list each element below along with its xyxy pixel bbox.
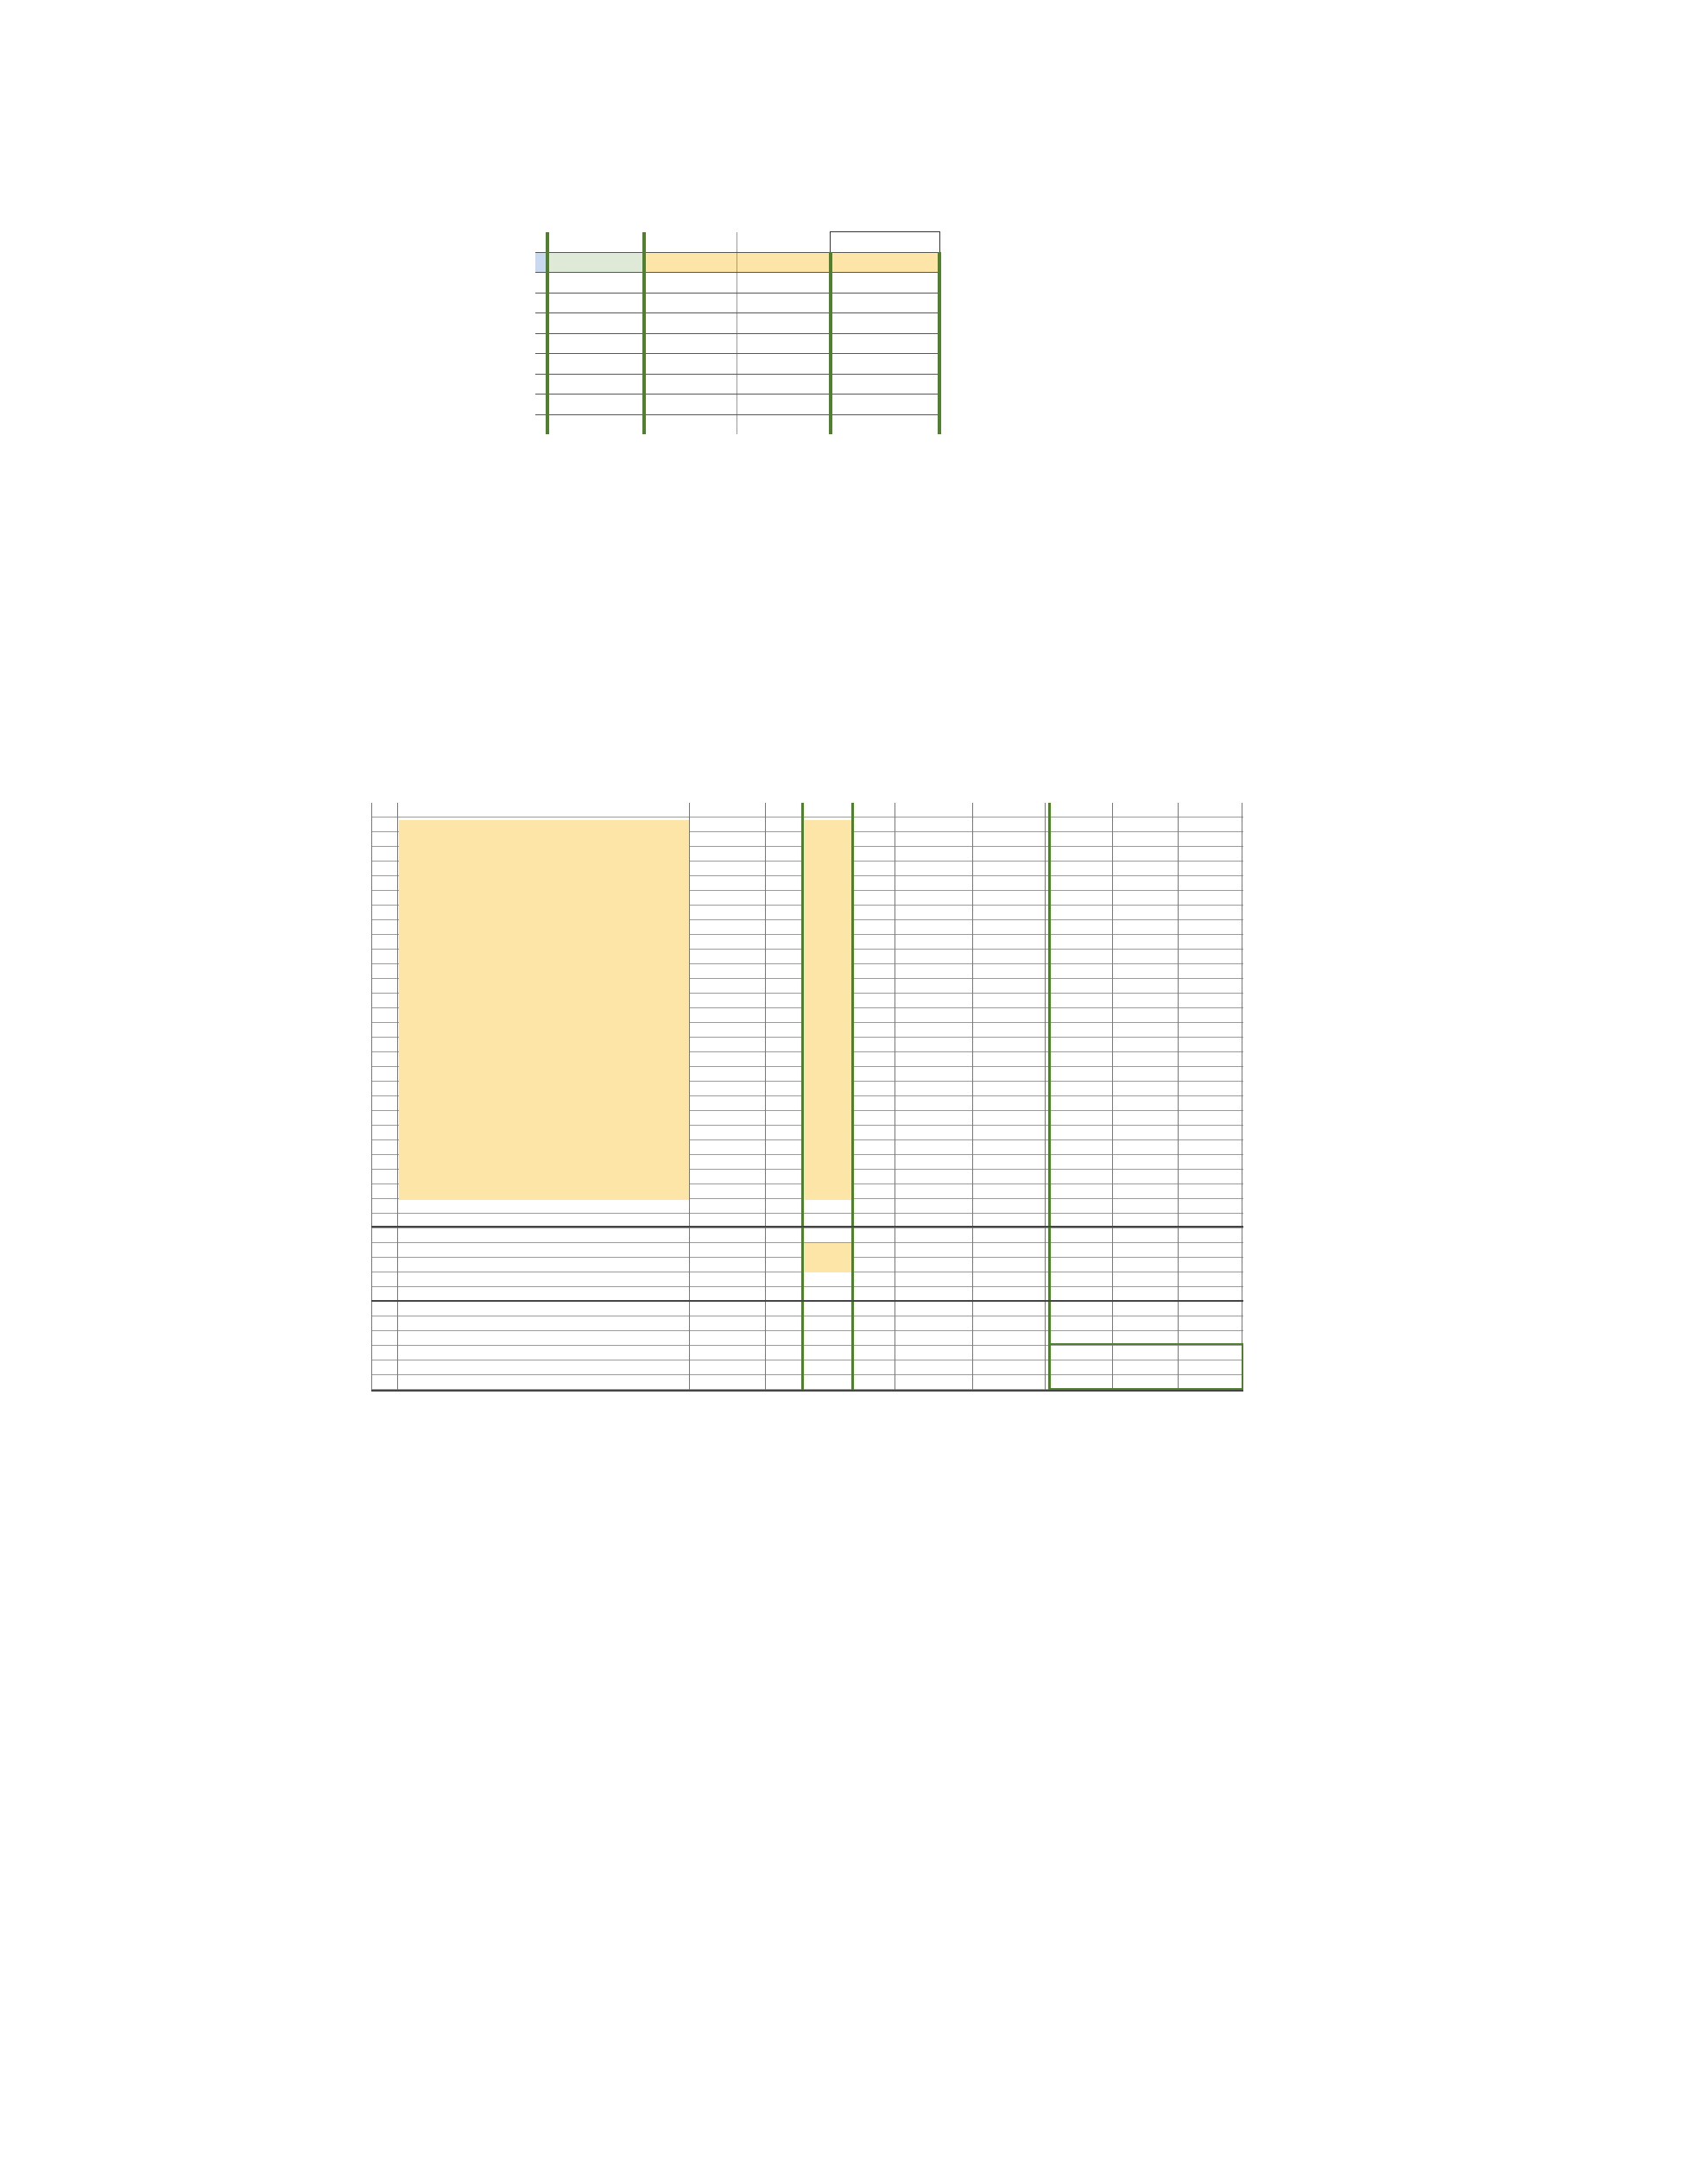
date-value	[831, 232, 939, 253]
gridline	[1178, 803, 1179, 1390]
gridline	[972, 803, 973, 1390]
recipe-spreadsheet	[535, 231, 941, 620]
section-divider	[371, 1300, 1243, 1302]
batch-subtotal-oz	[831, 374, 939, 395]
gridline-green	[851, 803, 854, 1390]
section-divider	[371, 1226, 1243, 1228]
gridline	[1112, 803, 1113, 1390]
gridline-green	[1048, 803, 1051, 1390]
gridline-green	[801, 803, 804, 1390]
header-cost-per-recipe	[547, 273, 644, 294]
header-oz-per-recipe	[831, 273, 939, 294]
production-label	[644, 252, 737, 273]
package-minutes-highlight	[803, 1243, 851, 1272]
batch-subtotal-units	[737, 374, 831, 395]
task-area-highlight	[399, 820, 689, 1200]
gridline	[689, 803, 690, 1390]
batch-subtotal-label	[644, 374, 737, 395]
baking-steps-spreadsheet	[371, 803, 1243, 1392]
gridline	[765, 803, 766, 1390]
gridline	[1045, 803, 1046, 1390]
totals-box	[1048, 1343, 1243, 1390]
per-cookie-cost	[547, 395, 644, 415]
gridline	[397, 803, 398, 1390]
batch-subtotal-cost	[547, 374, 644, 395]
date-label	[737, 232, 831, 253]
minutes-area-highlight	[803, 820, 851, 1200]
column-marker	[535, 273, 547, 294]
gridline	[371, 803, 372, 1390]
header-amt-per-recipe	[644, 273, 737, 294]
per-cookie-label	[644, 395, 737, 415]
header-recipe-units	[737, 273, 831, 294]
